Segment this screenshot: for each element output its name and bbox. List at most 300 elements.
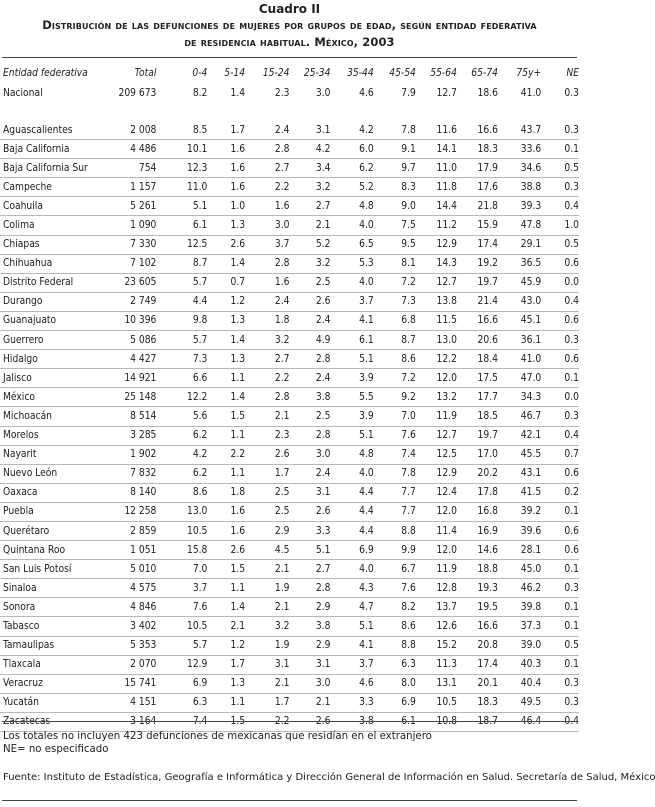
value-cell: 1.4 bbox=[207, 331, 245, 350]
value-cell: 0.0 bbox=[541, 388, 579, 407]
state-name-cell: Nuevo León bbox=[0, 464, 112, 483]
value-cell: 1.6 bbox=[245, 273, 289, 292]
value-cell: 2.5 bbox=[245, 483, 289, 502]
value-cell: 2 749 bbox=[112, 292, 156, 311]
value-cell: 4.8 bbox=[330, 197, 373, 216]
value-cell: 12.9 bbox=[156, 655, 207, 674]
value-cell: 1.7 bbox=[245, 693, 289, 712]
value-cell: 13.0 bbox=[156, 502, 207, 521]
value-cell: 5 086 bbox=[112, 331, 156, 350]
value-cell: 7.4 bbox=[156, 712, 207, 731]
value-cell: 5.7 bbox=[156, 273, 207, 292]
value-cell: 2.6 bbox=[289, 292, 330, 311]
value-cell: 1 157 bbox=[112, 178, 156, 197]
value-cell: 3.8 bbox=[330, 712, 373, 731]
top-divider bbox=[2, 57, 577, 58]
value-cell: 20.2 bbox=[457, 464, 498, 483]
value-cell: 8.6 bbox=[374, 617, 416, 636]
header-75-plus: 75y+ bbox=[516, 67, 542, 79]
value-cell: 12.5 bbox=[156, 235, 207, 254]
value-cell: 5.5 bbox=[330, 388, 373, 407]
table-row bbox=[0, 350, 579, 369]
table-row bbox=[0, 292, 579, 311]
value-cell: 0.1 bbox=[541, 617, 579, 636]
header-15-24: 15-24 bbox=[262, 67, 290, 79]
value-cell: 47.8 bbox=[498, 216, 541, 235]
state-name-cell: San Luis Potosí bbox=[0, 560, 112, 579]
value-cell: 19.7 bbox=[457, 426, 498, 445]
value-cell: 0.6 bbox=[541, 464, 579, 483]
value-cell: 12.9 bbox=[416, 235, 457, 254]
value-cell: 6.9 bbox=[330, 541, 373, 560]
value-cell: 0.5 bbox=[541, 159, 579, 178]
state-name-cell: Jalisco bbox=[0, 369, 112, 388]
value-cell: 7.4 bbox=[374, 445, 416, 464]
value-cell: 5.6 bbox=[156, 407, 207, 426]
value-cell: 8 140 bbox=[112, 483, 156, 502]
value-cell: 1.5 bbox=[207, 712, 245, 731]
value-cell: 12.3 bbox=[156, 159, 207, 178]
value-cell: 12.2 bbox=[156, 388, 207, 407]
value-cell: 2.3 bbox=[245, 426, 289, 445]
value-cell: 15.8 bbox=[156, 541, 207, 560]
value-cell: 1.6 bbox=[207, 140, 245, 159]
value-cell: 10 396 bbox=[112, 311, 156, 330]
value-cell: 0.3 bbox=[541, 693, 579, 712]
value-cell: 7.3 bbox=[374, 292, 416, 311]
value-cell: 14.3 bbox=[416, 254, 457, 273]
value-cell: 38.8 bbox=[498, 178, 541, 197]
value-cell: 16.6 bbox=[457, 121, 498, 140]
value-cell: 29.1 bbox=[498, 235, 541, 254]
state-name-cell: Michoacán bbox=[0, 407, 112, 426]
state-name-cell: Tamaulipas bbox=[0, 636, 112, 655]
cell: 8.2 bbox=[192, 87, 208, 99]
value-cell: 6.5 bbox=[330, 235, 373, 254]
table-title-line-1: Distribución de las defunciones de mujeres por grupos de edad, según entidad federativa bbox=[42, 18, 537, 32]
value-cell: 34.3 bbox=[498, 388, 541, 407]
value-cell: 39.8 bbox=[498, 598, 541, 617]
value-cell: 1.8 bbox=[245, 311, 289, 330]
value-cell: 12.8 bbox=[416, 579, 457, 598]
value-cell: 6.8 bbox=[374, 311, 416, 330]
value-cell: 2.8 bbox=[245, 140, 289, 159]
value-cell: 7.6 bbox=[374, 426, 416, 445]
value-cell: 3.2 bbox=[289, 178, 330, 197]
value-cell: 9.1 bbox=[374, 140, 416, 159]
value-cell: 1.4 bbox=[207, 598, 245, 617]
value-cell: 6.0 bbox=[330, 140, 373, 159]
value-cell: 8.3 bbox=[374, 178, 416, 197]
state-name-cell: Nayarit bbox=[0, 445, 112, 464]
state-name-cell: Distrito Federal bbox=[0, 273, 112, 292]
cell: 4.6 bbox=[359, 87, 374, 99]
value-cell: 17.9 bbox=[457, 159, 498, 178]
value-cell: 5.1 bbox=[289, 541, 330, 560]
state-name-cell: Chiapas bbox=[0, 235, 112, 254]
value-cell: 2.9 bbox=[245, 521, 289, 540]
value-cell: 11.6 bbox=[416, 121, 457, 140]
value-cell: 4.0 bbox=[330, 464, 373, 483]
value-cell: 1.5 bbox=[207, 560, 245, 579]
value-cell: 1.1 bbox=[207, 693, 245, 712]
value-cell: 1 902 bbox=[112, 445, 156, 464]
value-cell: 18.8 bbox=[457, 560, 498, 579]
value-cell: 0.7 bbox=[541, 445, 579, 464]
value-cell: 9.0 bbox=[374, 197, 416, 216]
value-cell: 8.1 bbox=[374, 254, 416, 273]
value-cell: 8.7 bbox=[156, 254, 207, 273]
state-name-cell: Tlaxcala bbox=[0, 655, 112, 674]
value-cell: 0.1 bbox=[541, 140, 579, 159]
table-row bbox=[0, 178, 579, 197]
header-25-34: 25-34 bbox=[303, 67, 331, 79]
value-cell: 1.3 bbox=[207, 674, 245, 693]
value-cell: 4.1 bbox=[330, 311, 373, 330]
value-cell: 46.2 bbox=[498, 579, 541, 598]
value-cell: 4.2 bbox=[330, 121, 373, 140]
value-cell: 4.4 bbox=[330, 483, 373, 502]
value-cell: 3 164 bbox=[112, 712, 156, 731]
value-cell: 1 090 bbox=[112, 216, 156, 235]
value-cell: 47.0 bbox=[498, 369, 541, 388]
value-cell: 0.1 bbox=[541, 502, 579, 521]
value-cell: 14.4 bbox=[416, 197, 457, 216]
value-cell: 4.4 bbox=[330, 502, 373, 521]
value-cell: 3.3 bbox=[330, 693, 373, 712]
value-cell: 39.0 bbox=[498, 636, 541, 655]
value-cell: 45.1 bbox=[498, 311, 541, 330]
value-cell: 11.8 bbox=[416, 178, 457, 197]
table-row bbox=[0, 388, 579, 407]
table-row bbox=[0, 331, 579, 350]
value-cell: 10.5 bbox=[156, 617, 207, 636]
value-cell: 6.2 bbox=[330, 159, 373, 178]
value-cell: 8.6 bbox=[374, 350, 416, 369]
header-ne: NE bbox=[566, 67, 579, 79]
value-cell: 43.7 bbox=[498, 121, 541, 140]
value-cell: 11.2 bbox=[416, 216, 457, 235]
value-cell: 8.6 bbox=[156, 483, 207, 502]
value-cell: 17.6 bbox=[457, 178, 498, 197]
value-cell: 4.2 bbox=[156, 445, 207, 464]
value-cell: 7.7 bbox=[374, 502, 416, 521]
cell: 3.0 bbox=[315, 87, 331, 99]
value-cell: 12.9 bbox=[416, 464, 457, 483]
value-cell: 10.5 bbox=[416, 693, 457, 712]
national-row bbox=[0, 82, 579, 104]
value-cell: 0.6 bbox=[541, 541, 579, 560]
value-cell: 43.1 bbox=[498, 464, 541, 483]
table-row bbox=[0, 140, 579, 159]
value-cell: 3.9 bbox=[330, 407, 373, 426]
cell: 12.7 bbox=[436, 87, 457, 99]
cell: 41.0 bbox=[520, 87, 542, 99]
value-cell: 20.8 bbox=[457, 636, 498, 655]
state-name-cell: Veracruz bbox=[0, 674, 112, 693]
value-cell: 4 486 bbox=[112, 140, 156, 159]
table-title-line-2: de residencia habitual. México, 2003 bbox=[184, 35, 395, 49]
value-cell: 4.6 bbox=[330, 674, 373, 693]
value-cell: 6.9 bbox=[156, 674, 207, 693]
value-cell: 17.8 bbox=[457, 483, 498, 502]
value-cell: 3.1 bbox=[289, 655, 330, 674]
state-name-cell: Quintana Roo bbox=[0, 541, 112, 560]
value-cell: 40.3 bbox=[498, 655, 541, 674]
value-cell: 3.1 bbox=[289, 121, 330, 140]
value-cell: 4.5 bbox=[245, 541, 289, 560]
table-row bbox=[0, 273, 579, 292]
state-name-cell: Morelos bbox=[0, 426, 112, 445]
value-cell: 2.4 bbox=[245, 121, 289, 140]
value-cell: 3.7 bbox=[245, 235, 289, 254]
value-cell: 40.4 bbox=[498, 674, 541, 693]
value-cell: 5.1 bbox=[330, 350, 373, 369]
value-cell: 5.2 bbox=[289, 235, 330, 254]
value-cell: 3 285 bbox=[112, 426, 156, 445]
cell: Nacional bbox=[3, 87, 43, 99]
value-cell: 11.0 bbox=[416, 159, 457, 178]
value-cell: 2.1 bbox=[289, 216, 330, 235]
value-cell: 11.4 bbox=[416, 521, 457, 540]
value-cell: 23 605 bbox=[112, 273, 156, 292]
value-cell: 2.7 bbox=[245, 159, 289, 178]
value-cell: 11.9 bbox=[416, 560, 457, 579]
value-cell: 12.0 bbox=[416, 502, 457, 521]
header-5-14: 5-14 bbox=[224, 67, 246, 79]
value-cell: 2.4 bbox=[289, 311, 330, 330]
value-cell: 2.2 bbox=[245, 178, 289, 197]
cell: 18.6 bbox=[477, 87, 498, 99]
value-cell: 2.1 bbox=[207, 617, 245, 636]
value-cell: 16.6 bbox=[457, 617, 498, 636]
value-cell: 3.0 bbox=[289, 445, 330, 464]
value-cell: 0.4 bbox=[541, 712, 579, 731]
value-cell: 1.0 bbox=[541, 216, 579, 235]
table-row bbox=[0, 311, 579, 330]
value-cell: 18.7 bbox=[457, 712, 498, 731]
value-cell: 2.5 bbox=[245, 502, 289, 521]
header-total: Total bbox=[134, 67, 157, 79]
value-cell: 2.1 bbox=[289, 693, 330, 712]
table-row bbox=[0, 617, 579, 636]
value-cell: 0.1 bbox=[541, 369, 579, 388]
header-65-74: 65-74 bbox=[471, 67, 498, 79]
value-cell: 3.0 bbox=[245, 216, 289, 235]
value-cell: 1.6 bbox=[207, 521, 245, 540]
value-cell: 4.4 bbox=[156, 292, 207, 311]
value-cell: 7.0 bbox=[374, 407, 416, 426]
value-cell: 2.1 bbox=[245, 598, 289, 617]
table-row bbox=[0, 464, 579, 483]
value-cell: 19.5 bbox=[457, 598, 498, 617]
value-cell: 2.8 bbox=[245, 254, 289, 273]
value-cell: 7.6 bbox=[156, 598, 207, 617]
state-name-cell: Baja California Sur bbox=[0, 159, 112, 178]
value-cell: 13.0 bbox=[416, 331, 457, 350]
value-cell: 0.0 bbox=[541, 273, 579, 292]
value-cell: 0.4 bbox=[541, 292, 579, 311]
table-row bbox=[0, 541, 579, 560]
value-cell: 4.8 bbox=[330, 445, 373, 464]
value-cell: 1.7 bbox=[245, 464, 289, 483]
value-cell: 2.9 bbox=[289, 598, 330, 617]
value-cell: 25 148 bbox=[112, 388, 156, 407]
table-row bbox=[0, 579, 579, 598]
value-cell: 0.5 bbox=[541, 636, 579, 655]
value-cell: 17.7 bbox=[457, 388, 498, 407]
value-cell: 1.4 bbox=[207, 254, 245, 273]
value-cell: 5.1 bbox=[156, 197, 207, 216]
value-cell: 4.4 bbox=[330, 521, 373, 540]
value-cell: 6.2 bbox=[156, 426, 207, 445]
value-cell: 1.6 bbox=[207, 178, 245, 197]
value-cell: 2.1 bbox=[245, 674, 289, 693]
value-cell: 6.2 bbox=[156, 464, 207, 483]
value-cell: 39.2 bbox=[498, 502, 541, 521]
bottom-divider bbox=[2, 721, 577, 722]
value-cell: 7 330 bbox=[112, 235, 156, 254]
table-row bbox=[0, 159, 579, 178]
value-cell: 43.0 bbox=[498, 292, 541, 311]
state-name-cell: Tabasco bbox=[0, 617, 112, 636]
state-name-cell: Chihuahua bbox=[0, 254, 112, 273]
table-row bbox=[0, 121, 579, 140]
value-cell: 2.7 bbox=[245, 350, 289, 369]
value-cell: 8.0 bbox=[374, 674, 416, 693]
state-name-cell: Oaxaca bbox=[0, 483, 112, 502]
value-cell: 45.9 bbox=[498, 273, 541, 292]
value-cell: 9.7 bbox=[374, 159, 416, 178]
value-cell: 0.4 bbox=[541, 426, 579, 445]
value-cell: 33.6 bbox=[498, 140, 541, 159]
table-body bbox=[0, 82, 579, 732]
value-cell: 6.1 bbox=[330, 331, 373, 350]
note-ne: NE= no especificado bbox=[3, 744, 109, 755]
value-cell: 3.7 bbox=[330, 292, 373, 311]
value-cell: 5.1 bbox=[330, 617, 373, 636]
value-cell: 2.8 bbox=[245, 388, 289, 407]
value-cell: 13.2 bbox=[416, 388, 457, 407]
state-name-cell: Aguascalientes bbox=[0, 121, 112, 140]
value-cell: 14.1 bbox=[416, 140, 457, 159]
value-cell: 0.2 bbox=[541, 483, 579, 502]
value-cell: 5.7 bbox=[156, 331, 207, 350]
value-cell: 3.8 bbox=[289, 388, 330, 407]
value-cell: 15 741 bbox=[112, 674, 156, 693]
value-cell: 6.3 bbox=[374, 655, 416, 674]
value-cell: 2.8 bbox=[289, 426, 330, 445]
value-cell: 18.5 bbox=[457, 407, 498, 426]
value-cell: 3.2 bbox=[289, 254, 330, 273]
value-cell: 2.4 bbox=[245, 292, 289, 311]
value-cell: 6.1 bbox=[374, 712, 416, 731]
value-cell: 45.5 bbox=[498, 445, 541, 464]
value-cell: 2.5 bbox=[289, 407, 330, 426]
value-cell: 17.5 bbox=[457, 369, 498, 388]
value-cell: 2.6 bbox=[207, 541, 245, 560]
note-totals: Los totales no incluyen 423 defunciones de mexicanas que residían en el extranjero bbox=[3, 731, 432, 742]
table-row bbox=[0, 674, 579, 693]
state-name-cell: Baja California bbox=[0, 140, 112, 159]
table-row bbox=[0, 598, 579, 617]
value-cell: 9.2 bbox=[374, 388, 416, 407]
value-cell: 5 353 bbox=[112, 636, 156, 655]
value-cell: 0.1 bbox=[541, 655, 579, 674]
value-cell: 2.7 bbox=[289, 560, 330, 579]
table-row bbox=[0, 693, 579, 712]
value-cell: 16.8 bbox=[457, 502, 498, 521]
value-cell: 0.3 bbox=[541, 674, 579, 693]
value-cell: 0.4 bbox=[541, 197, 579, 216]
value-cell: 41.0 bbox=[498, 350, 541, 369]
value-cell: 7 102 bbox=[112, 254, 156, 273]
value-cell: 4.2 bbox=[289, 140, 330, 159]
value-cell: 1.0 bbox=[207, 197, 245, 216]
value-cell: 1.3 bbox=[207, 311, 245, 330]
value-cell: 1.1 bbox=[207, 579, 245, 598]
header-45-54: 45-54 bbox=[389, 67, 416, 79]
source-note: Fuente: Instituto de Estadística, Geografía e Informática y Dirección General de Información en Salud. Secretaría de Salud, México bbox=[3, 772, 655, 783]
value-cell: 1 051 bbox=[112, 541, 156, 560]
value-cell: 0.3 bbox=[541, 178, 579, 197]
value-cell: 10.1 bbox=[156, 140, 207, 159]
value-cell: 8.7 bbox=[374, 331, 416, 350]
value-cell: 2.2 bbox=[245, 712, 289, 731]
value-cell: 7.8 bbox=[374, 464, 416, 483]
value-cell: 11.0 bbox=[156, 178, 207, 197]
value-cell: 18.3 bbox=[457, 693, 498, 712]
value-cell: 1.2 bbox=[207, 636, 245, 655]
state-name-cell: Querétaro bbox=[0, 521, 112, 540]
table-row bbox=[0, 426, 579, 445]
value-cell: 15.9 bbox=[457, 216, 498, 235]
value-cell: 4.0 bbox=[330, 216, 373, 235]
table-number: Cuadro II bbox=[258, 2, 321, 16]
value-cell: 2.6 bbox=[245, 445, 289, 464]
state-name-cell: Guerrero bbox=[0, 331, 112, 350]
value-cell: 2.1 bbox=[245, 407, 289, 426]
value-cell: 4 846 bbox=[112, 598, 156, 617]
table-title-block bbox=[0, 2, 579, 51]
table-row bbox=[0, 560, 579, 579]
cell: 0.3 bbox=[564, 87, 579, 99]
table-row bbox=[0, 636, 579, 655]
value-cell: 45.0 bbox=[498, 560, 541, 579]
value-cell: 21.8 bbox=[457, 197, 498, 216]
table-row bbox=[0, 502, 579, 521]
value-cell: 46.7 bbox=[498, 407, 541, 426]
value-cell: 12.7 bbox=[416, 273, 457, 292]
value-cell: 12.4 bbox=[416, 483, 457, 502]
table-row bbox=[0, 655, 579, 674]
value-cell: 49.5 bbox=[498, 693, 541, 712]
value-cell: 28.1 bbox=[498, 541, 541, 560]
table-row bbox=[0, 235, 579, 254]
value-cell: 0.3 bbox=[541, 331, 579, 350]
value-cell: 1.9 bbox=[245, 579, 289, 598]
table-row bbox=[0, 216, 579, 235]
value-cell: 4 427 bbox=[112, 350, 156, 369]
value-cell: 0.5 bbox=[541, 235, 579, 254]
value-cell: 12 258 bbox=[112, 502, 156, 521]
value-cell: 19.7 bbox=[457, 273, 498, 292]
value-cell: 754 bbox=[112, 159, 156, 178]
value-cell: 21.4 bbox=[457, 292, 498, 311]
value-cell: 39.6 bbox=[498, 521, 541, 540]
header-row bbox=[0, 64, 579, 82]
value-cell: 2.2 bbox=[245, 369, 289, 388]
